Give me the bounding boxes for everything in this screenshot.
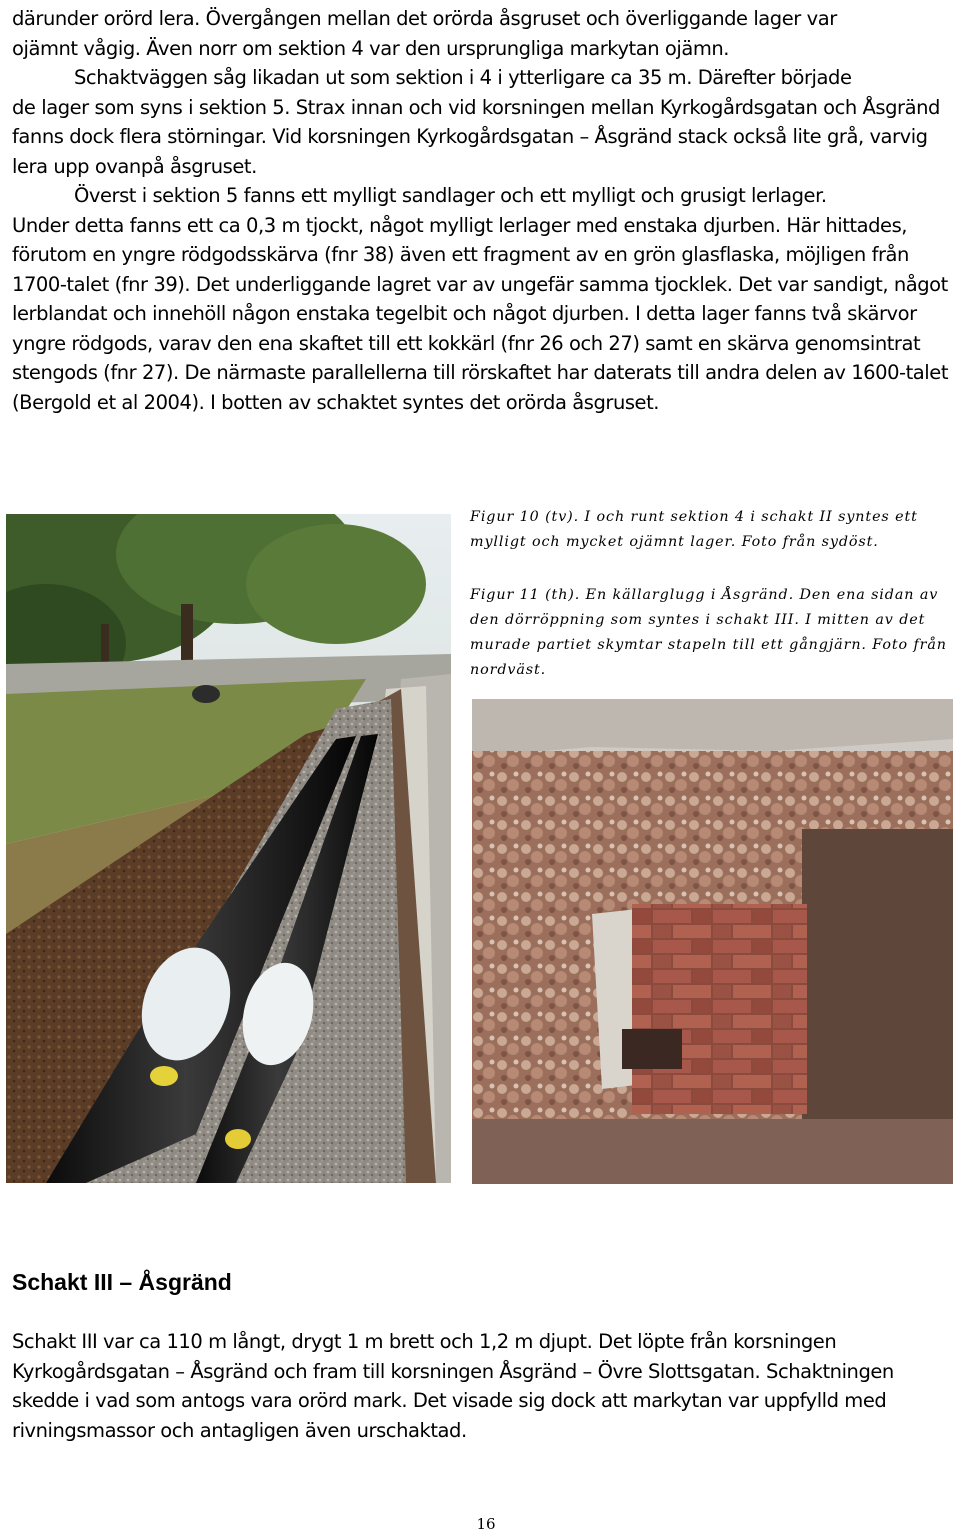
figure-10-photo	[6, 514, 451, 1183]
figure-11-caption: Figur 11 (th). En källarglugg i Åsgränd. Den ena sidan av den dörröppning som syntes i schakt III. I mitten av det murade partiet skymtar stapeln till ett gångjärn. Foto från nordväst.	[470, 587, 947, 678]
brick-cellar-image	[472, 699, 953, 1184]
trench-pipes-image	[6, 514, 451, 1183]
figure-10-caption: Figur 10 (tv). I och runt sektion 4 i schakt II syntes ett mylligt och mycket ojämnt lager. Foto från sydöst.	[470, 509, 918, 550]
section-paragraph: Schakt III var ca 110 m långt, drygt 1 m brett och 1,2 m djupt. Det löpte från korsningen Kyrkogårdsgatan – Åsgränd och fram till korsningen Åsgränd – Övre Slottsgatan. Schaktningen skedde i vad som antogs vara orörd mark. Det visade sig dock att markytan var uppfylld med rivningsmassor och antagligen även urschaktad.	[12, 1330, 894, 1442]
section-heading: Schakt III – Åsgränd	[12, 1269, 232, 1295]
paragraph-3: Överst i sektion 5 fanns ett mylligt sandlager och ett mylligt och grusigt lerlager. Under detta fanns ett ca 0,3 m tjockt, något mylligt lerlager med enstaka djurben. Här hittades, förutom en yngre rödgodsskärva (fnr 38) även ett fragment av en grön glasflaska, möjligen från 1700-talet (fnr 39). Det underliggande lagret var av ungefär samma tjocklek. Det var sandigt, något lerblandat och innehöll någon enstaka tegelbit och något djurben. I detta lager fanns två skärvor yngre rödgods, varav den ena skaftet till ett kokkärl (fnr 26 och 27) samt en skärva genomsintrat stengods (fnr 27). De närmaste parallellerna till rörskaftet har daterats till andra delen av 1600-talet (Bergold et al 2004). I botten av schaktet syntes det orörda åsgruset.	[12, 184, 949, 414]
paragraph-1: därunder orörd lera. Övergången mellan det orörda åsgruset och överliggande lager var ojämnt vågig. Även norr om sektion 4 var den ursprungliga markytan ojämn.	[12, 7, 837, 60]
page-number: 16	[476, 1515, 496, 1533]
paragraph-2: Schaktväggen såg likadan ut som sektion i 4 i ytterligare ca 35 m. Därefter började de lager som syns i sektion 5. Strax innan och vid korsningen mellan Kyrkogårdsgatan och Åsgränd fanns dock flera störningar. Vid korsningen Kyrkogårdsgatan – Åsgränd stack också lite grå, varvig lera upp ovanpå åsgruset.	[12, 66, 940, 178]
figure-11-photo	[472, 699, 953, 1184]
